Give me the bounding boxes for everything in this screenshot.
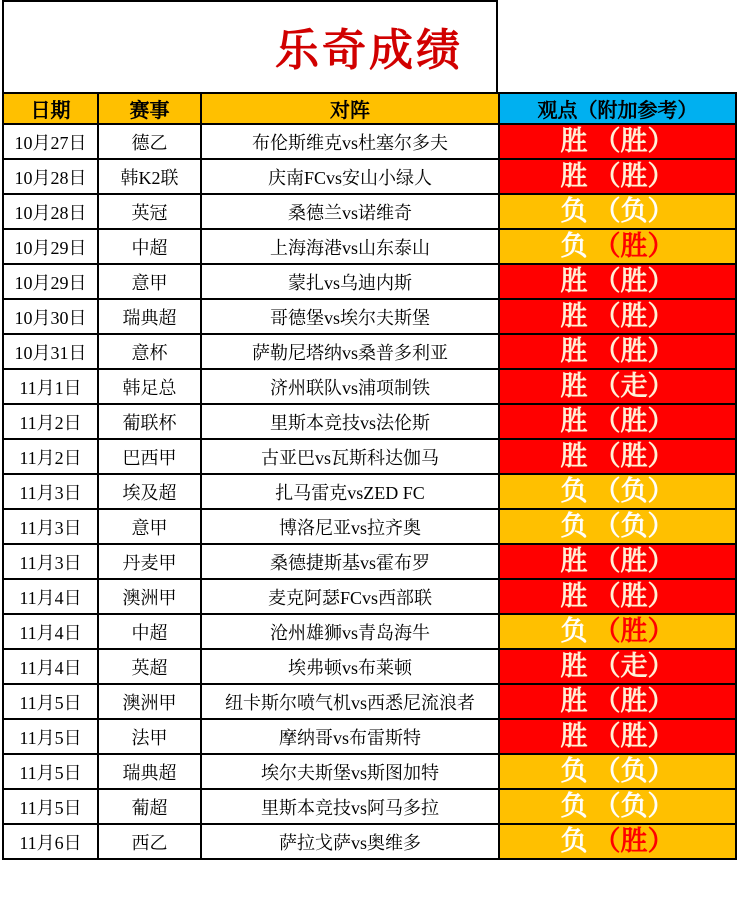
result-extra: （胜） [593,441,675,471]
result-extra: （胜） [593,406,675,436]
table-row [3,124,736,159]
result-cell [499,124,736,159]
table-row [3,334,736,369]
match-cell: 纽卡斯尔喷气机vs西悉尼流浪者 [201,684,499,719]
date-cell: 11月3日 [3,509,98,544]
date-cell: 11月3日 [3,474,98,509]
date-cell: 10月28日 [3,194,98,229]
league-cell: 意杯 [98,334,201,369]
result-cell [499,684,736,719]
result-cell [499,544,736,579]
league-cell: 巴西甲 [98,439,201,474]
league-cell: 葡联杯 [98,404,201,439]
table-row [3,299,736,334]
result-main: 胜 [560,371,588,401]
league-cell: 中超 [98,229,201,264]
result-main: 胜 [560,406,588,436]
match-cell: 桑德兰vs诺维奇 [201,194,499,229]
match-cell: 萨勒尼塔纳vs桑普多利亚 [201,334,499,369]
table-header [3,93,736,124]
table-row [3,509,736,544]
result-extra: （胜） [593,581,675,611]
league-cell: 西乙 [98,824,201,859]
result-cell [499,159,736,194]
result-extra: （走） [593,651,675,681]
league-cell: 德乙 [98,124,201,159]
league-cell: 澳洲甲 [98,579,201,614]
date-cell: 11月4日 [3,579,98,614]
match-cell: 古亚巴vs瓦斯科达伽马 [201,439,499,474]
match-cell: 庆南FCvs安山小绿人 [201,159,499,194]
result-main: 负 [560,616,588,646]
table-row [3,159,736,194]
result-cell [499,649,736,684]
table-row [3,544,736,579]
league-cell: 丹麦甲 [98,544,201,579]
date-cell: 10月28日 [3,159,98,194]
result-cell [499,719,736,754]
date-cell: 11月2日 [3,439,98,474]
result-cell [499,229,736,264]
result-main: 负 [560,791,588,821]
result-main: 负 [560,231,588,261]
result-cell [499,754,736,789]
match-cell: 沧州雄狮vs青岛海牛 [201,614,499,649]
result-main: 胜 [560,581,588,611]
header-viewpoint: 观点（附加参考） [499,93,736,124]
result-cell [499,264,736,299]
table-row [3,719,736,754]
league-cell: 意甲 [98,264,201,299]
result-cell [499,194,736,229]
table-row [3,439,736,474]
result-main: 胜 [560,721,588,751]
table-row [3,754,736,789]
result-extra: （胜） [593,826,675,856]
league-cell: 意甲 [98,509,201,544]
league-cell: 瑞典超 [98,299,201,334]
date-cell: 11月5日 [3,789,98,824]
date-cell: 11月5日 [3,754,98,789]
result-extra: （胜） [593,301,675,331]
league-cell: 韩足总 [98,369,201,404]
table-row [3,789,736,824]
result-extra: （胜） [593,266,675,296]
date-cell: 11月3日 [3,544,98,579]
match-cell: 里斯本竞技vs法伦斯 [201,404,499,439]
date-cell: 10月29日 [3,229,98,264]
date-cell: 11月4日 [3,649,98,684]
table-row [3,369,736,404]
result-extra: （走） [593,371,675,401]
date-cell: 11月5日 [3,684,98,719]
result-cell [499,369,736,404]
date-cell: 10月27日 [3,124,98,159]
result-cell [499,789,736,824]
date-cell: 11月1日 [3,369,98,404]
league-cell: 葡超 [98,789,201,824]
result-main: 负 [560,826,588,856]
result-main: 胜 [560,336,588,366]
result-cell [499,404,736,439]
result-main: 负 [560,476,588,506]
result-extra: （负） [593,511,675,541]
league-cell: 法甲 [98,719,201,754]
match-cell: 布伦斯维克vs杜塞尔多夫 [201,124,499,159]
result-cell [499,614,736,649]
table-row [3,649,736,684]
result-extra: （胜） [593,616,675,646]
result-extra: （胜） [593,546,675,576]
match-cell: 桑德捷斯基vs霍布罗 [201,544,499,579]
date-cell: 10月29日 [3,264,98,299]
result-main: 负 [560,511,588,541]
match-cell: 埃尔夫斯堡vs斯图加特 [201,754,499,789]
result-extra: （胜） [593,231,675,261]
league-cell: 埃及超 [98,474,201,509]
table-row [3,614,736,649]
result-cell [499,334,736,369]
result-main: 胜 [560,441,588,471]
result-extra: （负） [593,476,675,506]
page-title: 乐奇成绩 [275,26,463,75]
header-date: 日期 [3,93,98,124]
match-cell: 博洛尼亚vs拉齐奥 [201,509,499,544]
result-extra: （负） [593,756,675,786]
league-cell: 瑞典超 [98,754,201,789]
date-cell: 10月31日 [3,334,98,369]
league-cell: 澳洲甲 [98,684,201,719]
result-main: 胜 [560,301,588,331]
result-extra: （胜） [593,721,675,751]
league-cell: 英冠 [98,194,201,229]
result-extra: （负） [593,791,675,821]
title-block [0,0,738,92]
match-cell: 埃弗顿vs布莱顿 [201,649,499,684]
result-main: 负 [560,196,588,226]
result-extra: （胜） [593,686,675,716]
date-cell: 11月4日 [3,614,98,649]
table-row [3,194,736,229]
match-cell: 里斯本竞技vs阿马多拉 [201,789,499,824]
match-cell: 哥德堡vs埃尔夫斯堡 [201,299,499,334]
result-extra: （胜） [593,126,675,156]
result-extra: （负） [593,196,675,226]
league-cell: 中超 [98,614,201,649]
result-main: 胜 [560,651,588,681]
result-extra: （胜） [593,161,675,191]
result-cell [499,509,736,544]
table-row [3,684,736,719]
result-main: 胜 [560,161,588,191]
match-cell: 济州联队vs浦项制铁 [201,369,499,404]
result-cell [499,579,736,614]
league-cell: 韩K2联 [98,159,201,194]
result-main: 负 [560,756,588,786]
table-row [3,474,736,509]
match-cell: 扎马雷克vsZED FC [201,474,499,509]
result-cell [499,474,736,509]
date-cell: 11月6日 [3,824,98,859]
match-cell: 蒙扎vs乌迪内斯 [201,264,499,299]
result-main: 胜 [560,126,588,156]
match-cell: 麦克阿瑟FCvs西部联 [201,579,499,614]
header-league: 赛事 [98,93,201,124]
result-cell [499,824,736,859]
header-row [3,93,736,124]
match-cell: 摩纳哥vs布雷斯特 [201,719,499,754]
result-main: 胜 [560,546,588,576]
result-main: 胜 [560,686,588,716]
table-row [3,404,736,439]
date-cell: 11月2日 [3,404,98,439]
table-row [3,824,736,859]
results-body [3,124,736,859]
table-row [3,579,736,614]
table-row [3,229,736,264]
result-main: 胜 [560,266,588,296]
results-table [2,92,737,860]
table-row [3,264,736,299]
league-cell: 英超 [98,649,201,684]
match-cell: 萨拉戈萨vs奥维多 [201,824,499,859]
result-extra: （胜） [593,336,675,366]
date-cell: 10月30日 [3,299,98,334]
result-cell [499,439,736,474]
match-cell: 上海海港vs山东泰山 [201,229,499,264]
date-cell: 11月5日 [3,719,98,754]
result-cell [499,299,736,334]
header-match: 对阵 [201,93,499,124]
